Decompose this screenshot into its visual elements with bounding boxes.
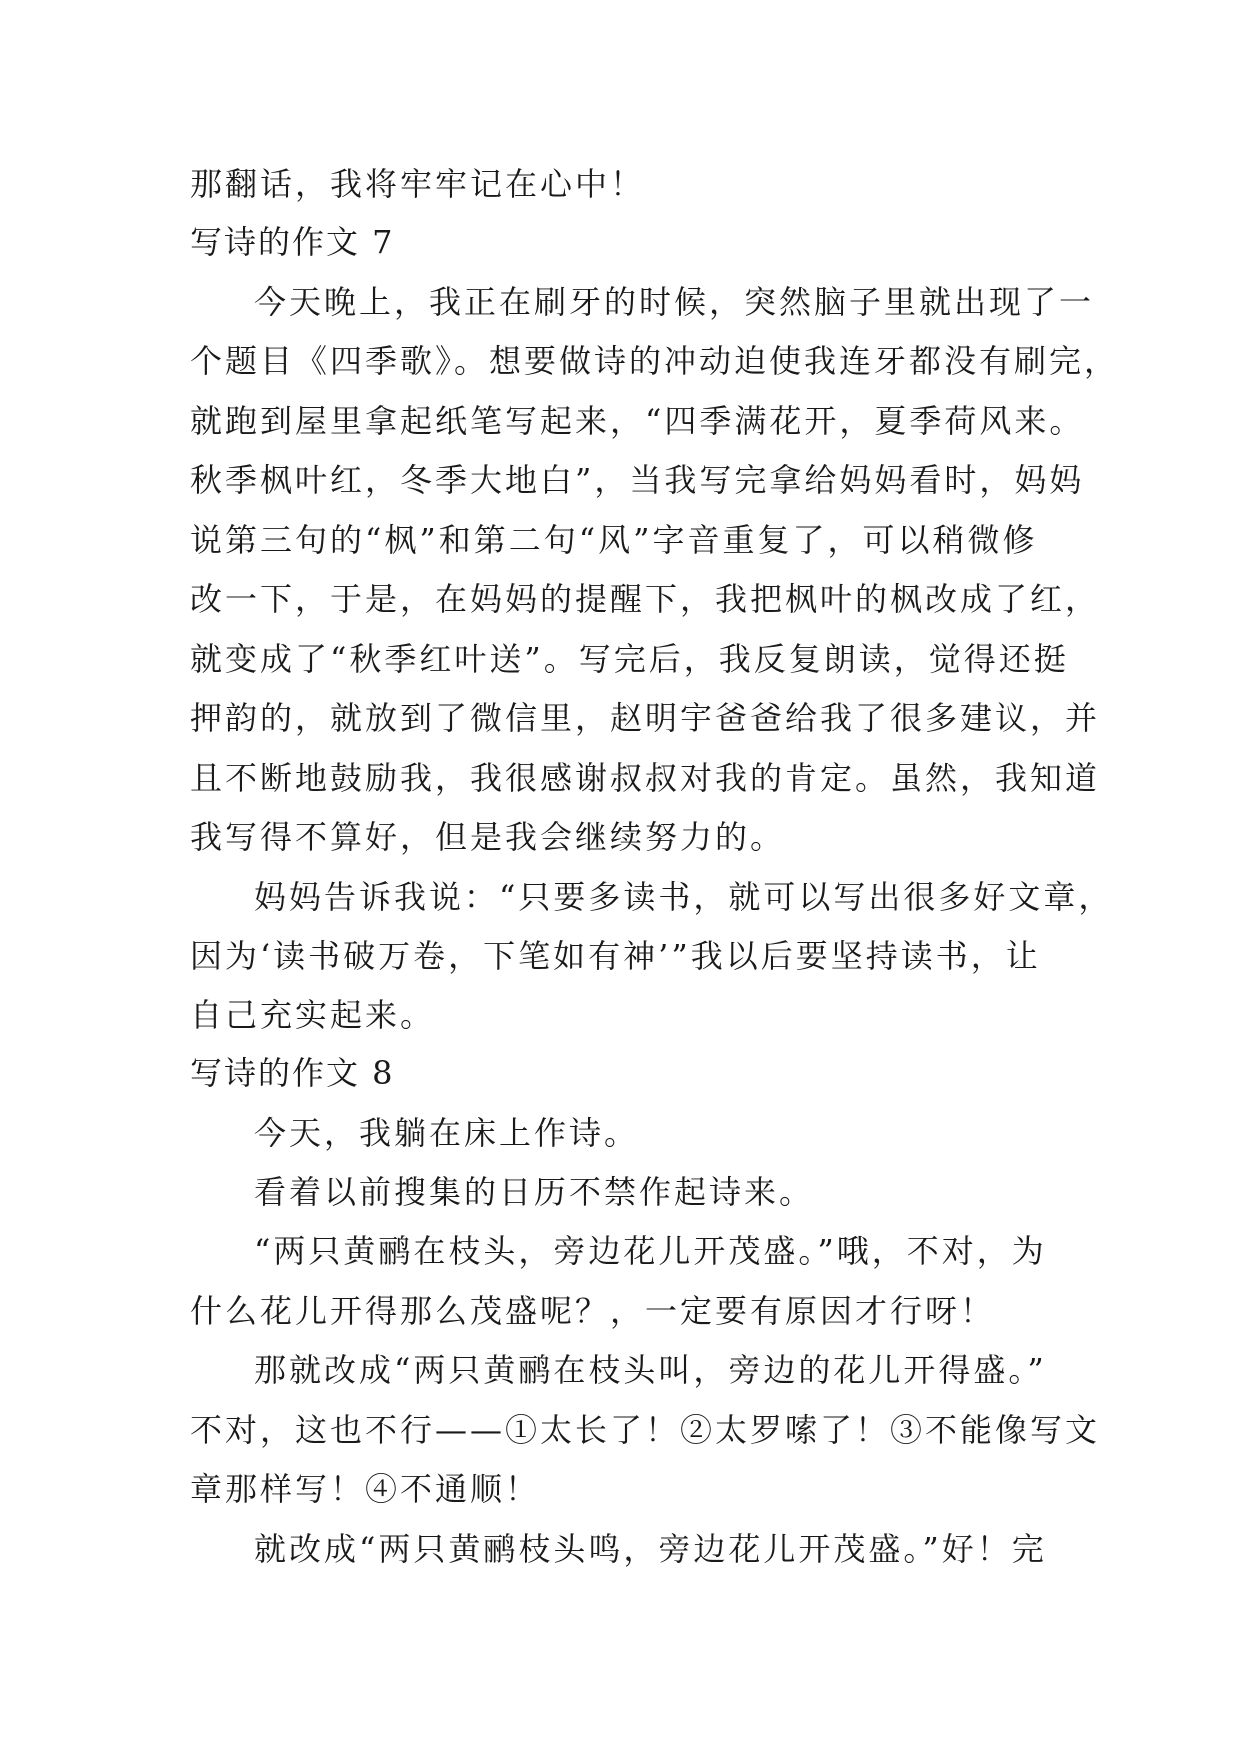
paragraph-line: 且不断地鼓励我，我很感谢叔叔对我的肯定。虽然，我知道 — [190, 759, 1101, 797]
paragraph-line: 说第三句的“枫”和第二句“风”字音重复了，可以稍微修 — [190, 521, 1038, 559]
paragraph-line: 就变成了“秋季红叶送”。写完后，我反复朗读，觉得还挺 — [190, 640, 1069, 678]
paragraph-line: 什么花儿开得那么茂盛呢？，一定要有原因才行呀！ — [190, 1292, 996, 1330]
paragraph-line: 就改成“两只黄鹂枝头鸣，旁边花儿开茂盛。”好！完 — [254, 1530, 1047, 1568]
paragraph-line: 秋季枫叶红，冬季大地白”，当我写完拿给妈妈看时，妈妈 — [190, 461, 1085, 499]
section-heading-7: 写诗的作文 7 — [190, 223, 395, 261]
paragraph-line: “两只黄鹂在枝头，旁边花儿开茂盛。”哦，不对，为 — [254, 1232, 1047, 1270]
paragraph-line: 不对，这也不行——①太长了！②太罗嗦了！③不能像写文 — [190, 1411, 1101, 1449]
paragraph-line: 看着以前搜集的日历不禁作起诗来。 — [254, 1173, 815, 1211]
paragraph-line: 那翻话，我将牢牢记在心中！ — [190, 165, 646, 203]
paragraph-line: 就跑到屋里拿起纸笔写起来，“四季满花开，夏季荷风来。 — [190, 402, 1085, 440]
paragraph-line: 我写得不算好，但是我会继续努力的。 — [190, 818, 786, 856]
section-heading-8: 写诗的作文 8 — [190, 1054, 395, 1092]
paragraph-line: 因为‘读书破万卷，下笔如有神’”我以后要坚持读书，让 — [190, 937, 1041, 975]
paragraph-line: 章那样写！④不通顺！ — [190, 1470, 541, 1508]
paragraph-line: 改一下，于是，在妈妈的提醒下，我把枫叶的枫改成了红， — [190, 580, 1101, 618]
paragraph-line: 那就改成“两只黄鹂在枝头叫，旁边的花儿开得盛。” — [254, 1351, 1047, 1389]
paragraph-line: 今天晚上，我正在刷牙的时候，突然脑子里就出现了一 — [254, 283, 1095, 321]
paragraph-line: 押韵的，就放到了微信里，赵明宇爸爸给我了很多建议，并 — [190, 699, 1101, 737]
paragraph-line: 自己充实起来。 — [190, 996, 436, 1034]
paragraph-line: 今天，我躺在床上作诗。 — [254, 1114, 640, 1152]
paragraph-line: 妈妈告诉我说：“只要多读书，就可以写出很多好文章， — [254, 878, 1114, 916]
paragraph-line: 个题目《四季歌》。想要做诗的冲动迫使我连牙都没有刷完， — [190, 342, 1120, 380]
